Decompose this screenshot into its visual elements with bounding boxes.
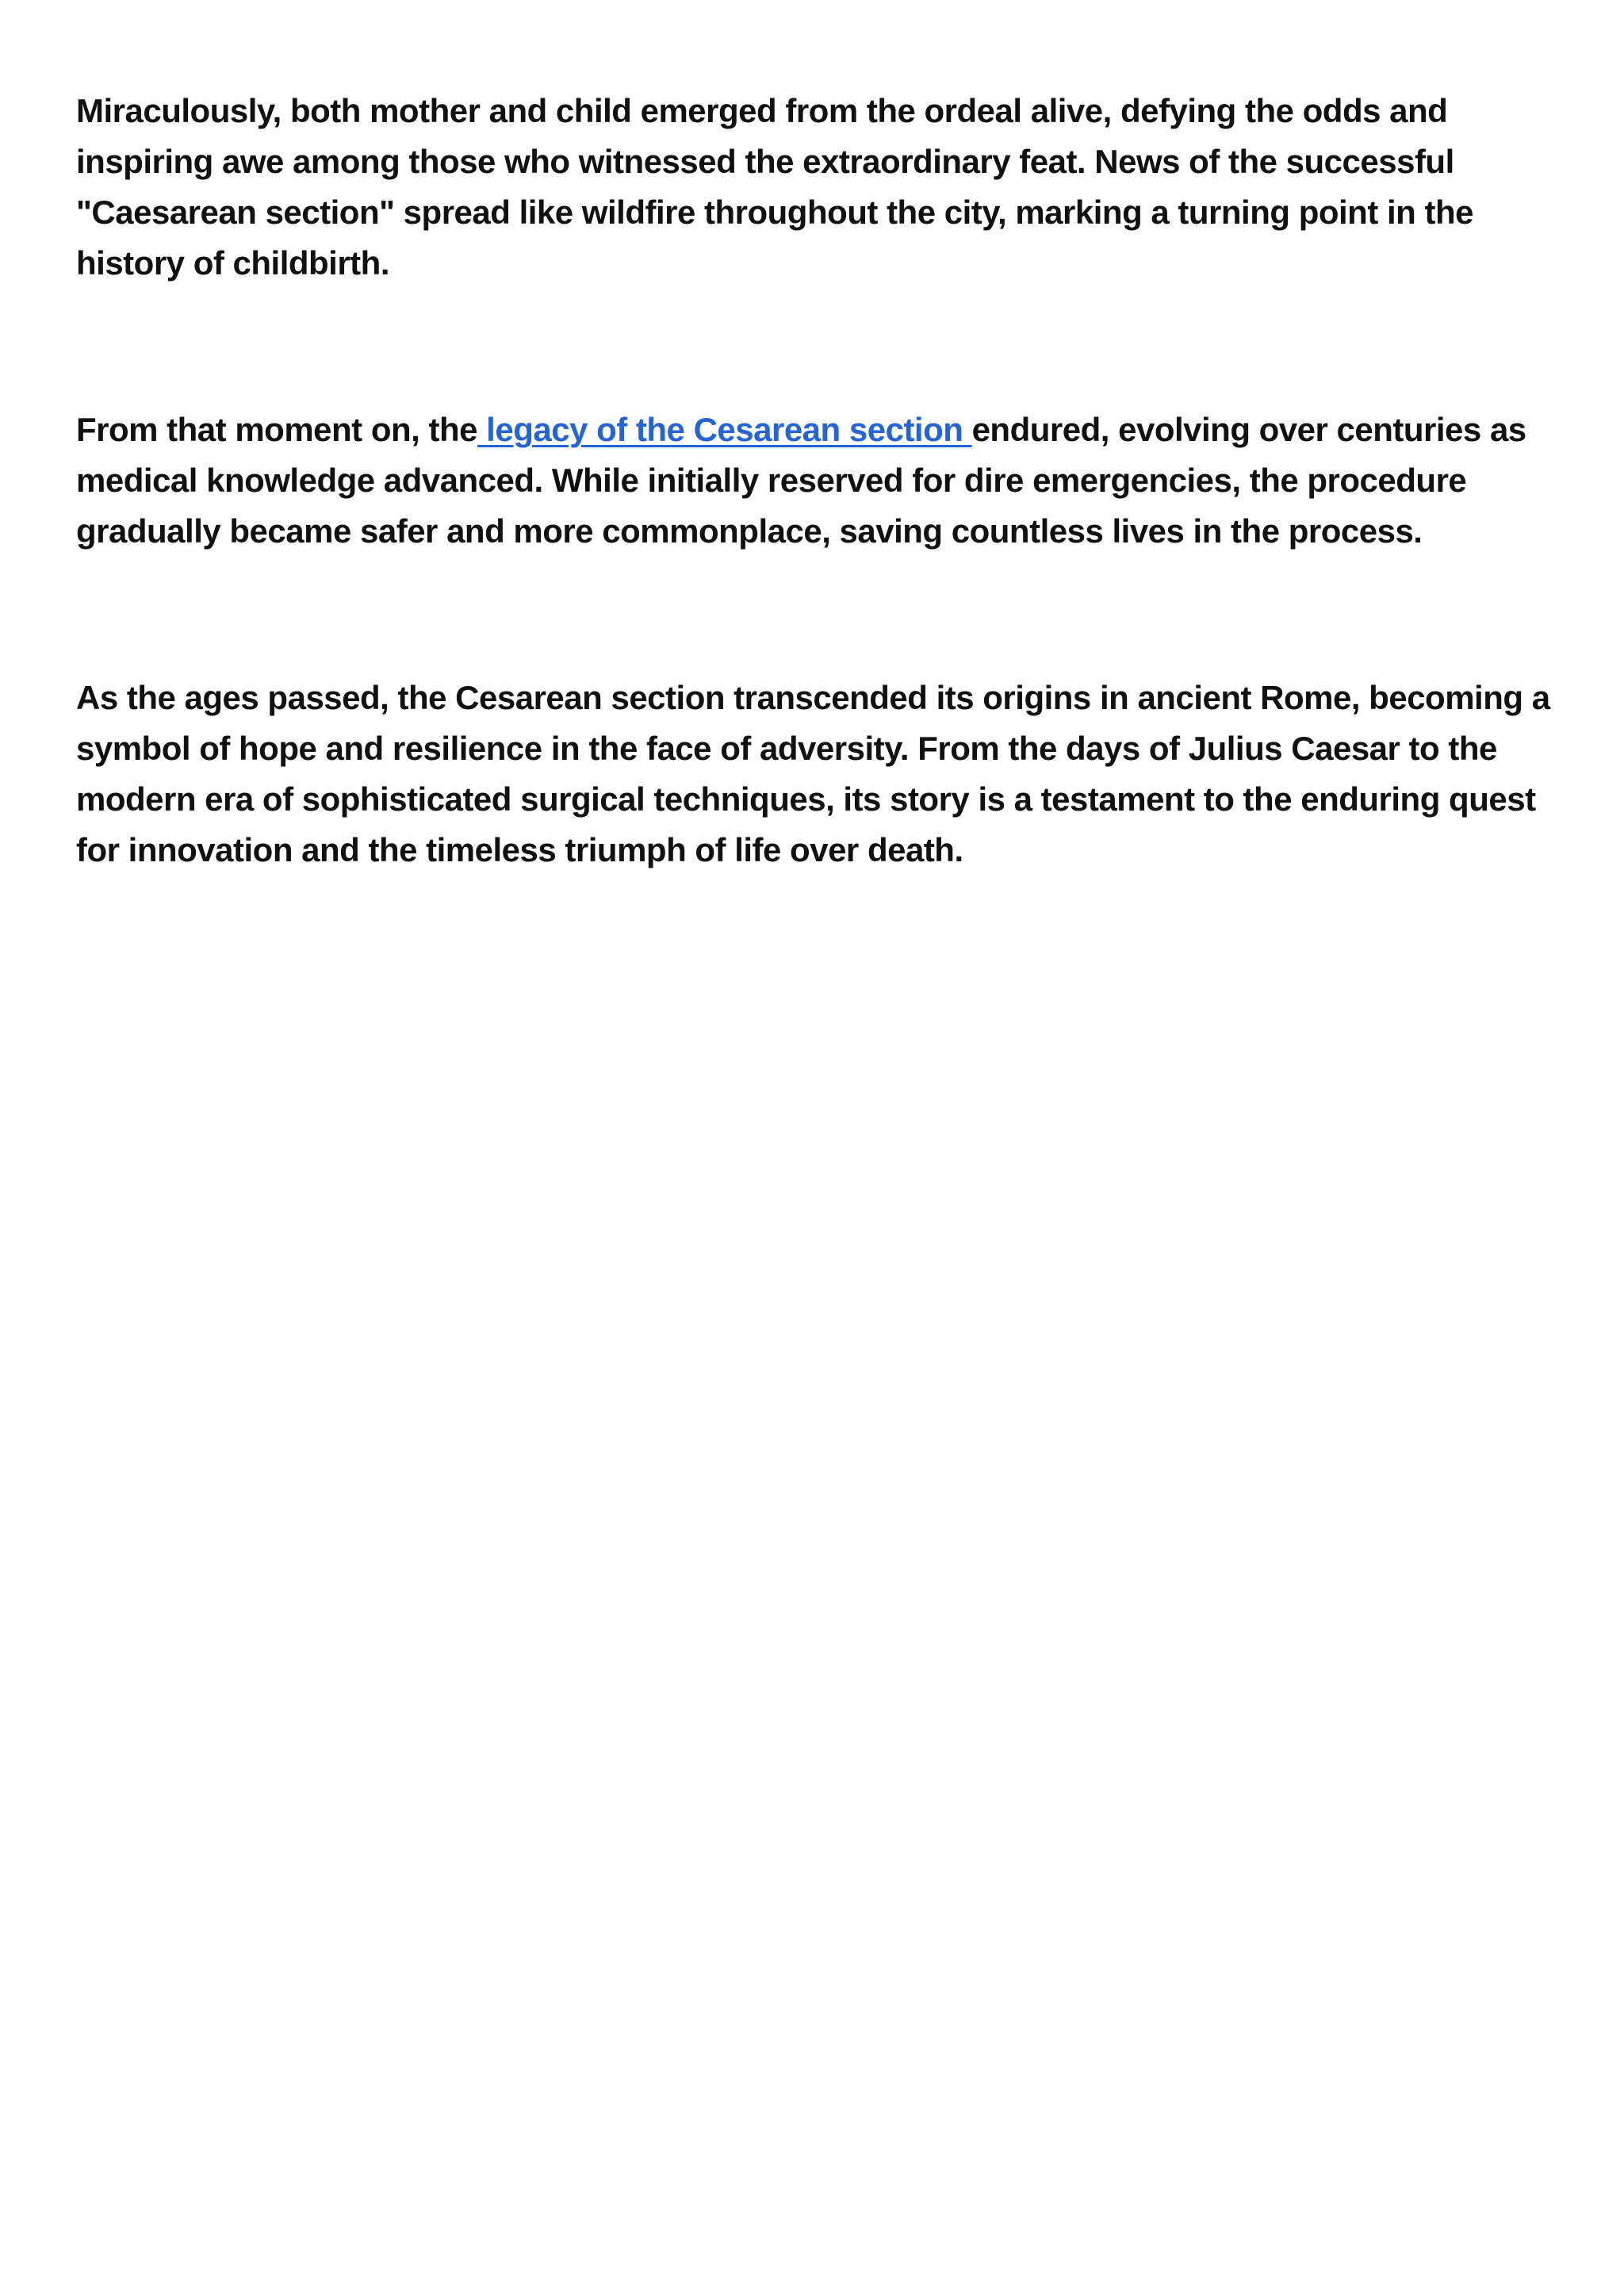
legacy-cesarean-link[interactable]: legacy of the Cesarean section (477, 411, 972, 448)
paragraph-legacy-rest: endured, evolving over centuries as medical knowledge advanced. While initially reserved for dire emergencies, the procedure gradually became safer and more commonplace, saving countless lives in the process. (76, 411, 1526, 550)
paragraph-miraculously: Miraculously, both mother and child emerged from the ordeal alive, defying the odds and inspiring awe among those who witnessed the extraordinary feat. News of the successful "Caesarean section" spread like wildfire throughout the city, marking a turning point in the history of childbirth. (76, 92, 1473, 282)
paragraph-legacy-lead: From that moment on, the (76, 411, 477, 448)
paragraph-ages-passed: As the ages passed, the Cesarean section transcended its origins in ancient Rome, becoming a symbol of hope and resilience in the face of adversity. From the days of Julius Caesar to the modern era of sophisticated surgical techniques, its story is a testament to the enduring quest for innovation and the timeless triumph of life over death. (76, 679, 1550, 868)
document-body (76, 86, 1567, 876)
paragraph-legacy (76, 404, 1567, 557)
